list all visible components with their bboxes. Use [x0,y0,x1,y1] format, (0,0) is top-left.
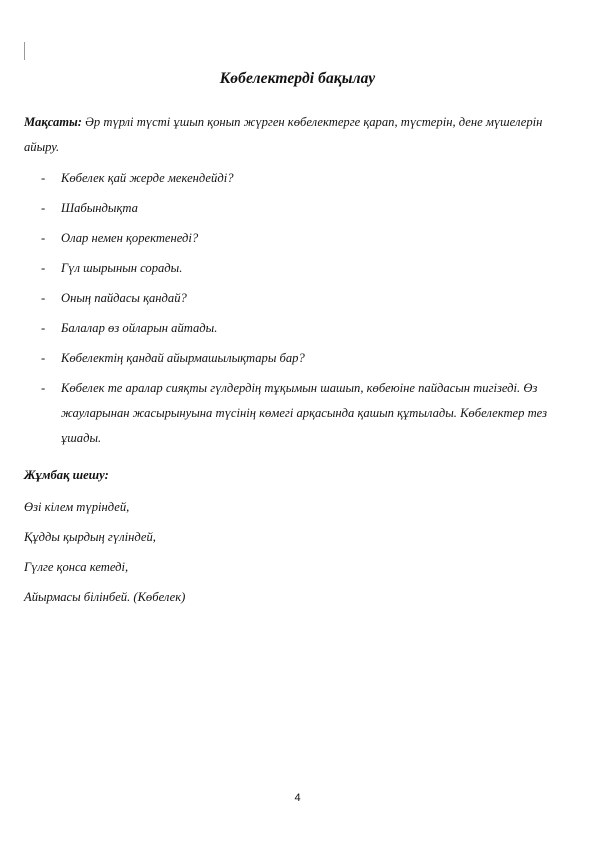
list-bullet: - [41,381,46,395]
margin-marker [24,42,25,60]
list-item-text: Гүл шырынын сорады. [61,261,183,275]
riddle-line: Өзі кілем түріндей, [24,500,130,514]
list-item [24,316,569,341]
list-item-text: Көбелектің қандай айырмашылықтары бар? [61,351,305,365]
list-bullet: - [41,351,46,365]
list-item-text: Көбелек қай жерде мекендейді? [61,171,234,185]
list-item [24,166,569,191]
list-bullet: - [41,171,46,185]
list-item-text: Балалар өз ойларын айтады. [61,321,218,335]
riddle-line: Гүлге қонса кетеді, [24,560,129,574]
goal-paragraph [24,110,564,160]
list-item [24,286,569,311]
list-item-text: Олар немен қоректенеді? [61,231,199,245]
list-item [24,196,569,221]
question-list [24,166,569,456]
riddle-line: Айырмасы білінбей. (Көбелек) [24,590,186,604]
page-number: 4 [294,792,301,804]
page-title: Көбелектерді бақылау [219,70,376,87]
list-item [24,346,569,371]
list-bullet: - [41,231,46,245]
list-item [24,226,569,251]
riddle-verse [24,499,185,619]
list-item-text: Шабындықта [61,201,138,215]
riddle-heading: Жұмбақ шешу: [24,468,109,482]
goal-label: Мақсаты: [24,115,82,129]
list-item [24,256,569,281]
list-item-text: Көбелек те аралар сияқты гүлдердің тұқымын шашып, көбеюіне пайдасын тигізеді. Өз жауларынан жасырынуына түсінің көмегі арқасында қашып құтылады. Көбелектер тез ұшады. [61,381,548,445]
list-bullet: - [41,201,46,215]
list-bullet: - [41,261,46,275]
list-item [24,376,569,451]
list-bullet: - [41,291,46,305]
list-item-text: Оның пайдасы қандай? [61,291,187,305]
goal-text: Әр түрлі түсті ұшып қонып жүрген көбелектерге қарап, түстерін, дене мүшелерін айыру. [24,115,543,154]
list-bullet: - [41,321,46,335]
riddle-line: Құдды қырдың гүліндей, [24,530,156,544]
